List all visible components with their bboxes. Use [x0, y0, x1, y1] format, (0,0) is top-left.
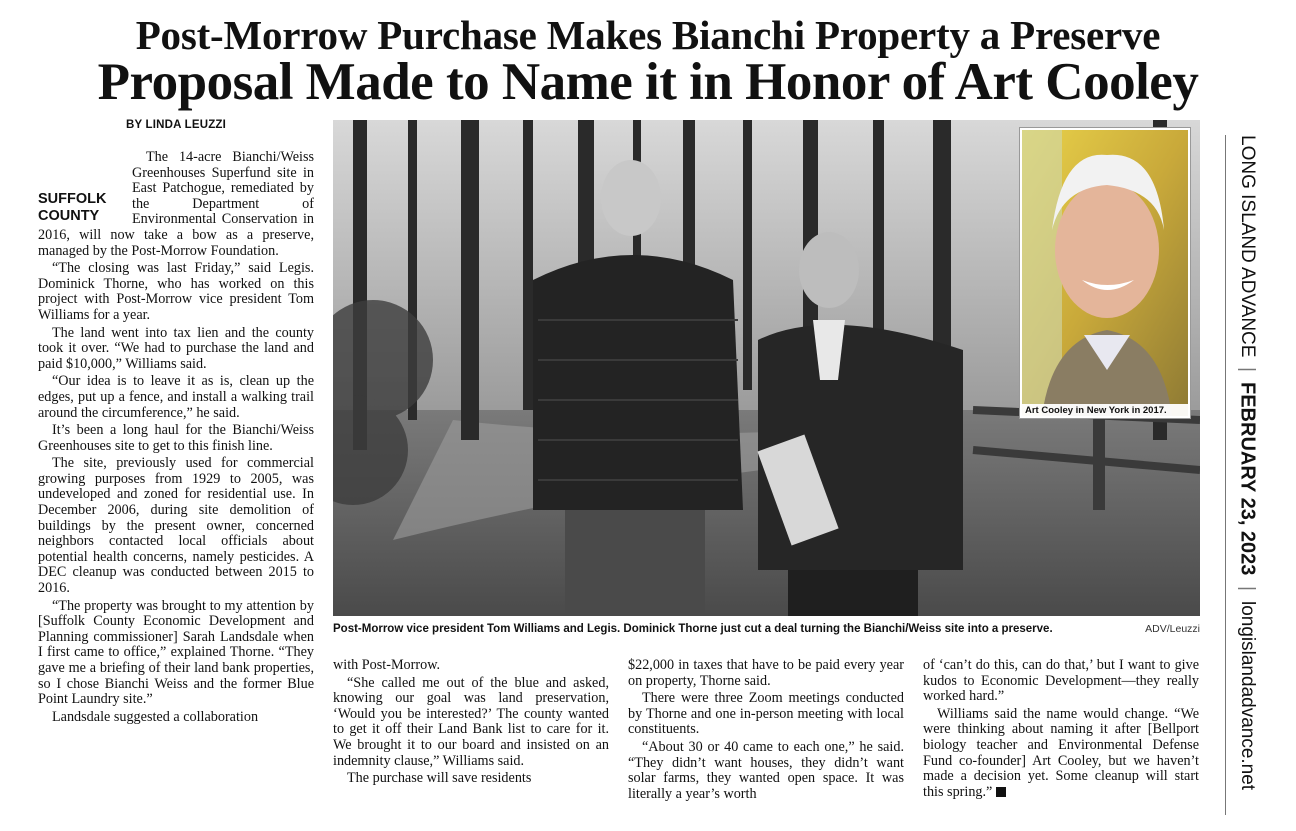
- article-paragraph: The purchase will save residents: [347, 770, 532, 787]
- photo-caption-text: Post-Morrow vice president Tom Williams and Legis. Dominick Thorne just cut a deal turning the Bianchi/Weiss site into a preserve.: [333, 623, 1053, 635]
- article-column-3: [628, 658, 904, 804]
- sidebar-separator: |: [1237, 367, 1258, 373]
- article-paragraph: “The closing was last Friday,” said Legis. Dominick Thorne, who has worked on this project with Post-Morrow vice president Tom Williams for a year.: [38, 260, 314, 323]
- headline-primary: Post-Morrow Purchase Makes Bianchi Property a Preserve: [135, 12, 1161, 58]
- article-paragraph: It’s been a long haul for the Bianchi/Weiss Greenhouses site to get to this finish line.: [38, 422, 314, 454]
- sidebar-separator: |: [1237, 585, 1258, 591]
- article-paragraph: The site, previously used for commercial growing purposes from 1929 to 2005, was undeveloped and zoned for residential use. In December 2006, during site demolition of buildings by the present owner, concerned neighbors contacted local officials about potential health concerns, namely pesticides. A DEC cleanup was conducted between 2015 to 2016.: [38, 455, 314, 597]
- byline: BY LINDA LEUZZI: [125, 119, 227, 131]
- article-paragraph: The land went into tax lien and the county took it over. “We had to purchase the land and paid $10,000,” Williams said.: [38, 324, 314, 372]
- article-paragraph: with Post-Morrow.: [333, 657, 441, 673]
- article-paragraph: “The property was brought to my attention by [Suffolk County Economic Development and Planning commissioner] Sarah Landsdale when I first came to office,” explained Thorne. “They gave me a briefing of their land bank properties, so I chose Bianchi Weiss and the former Blue Point Laundry site.”: [38, 597, 314, 708]
- issue-date: FEBRUARY 23, 2023: [1236, 382, 1259, 576]
- dateline: SUFFOLK COUNTY: [38, 191, 107, 224]
- article-paragraph: $22,000 in taxes that have to be paid every year on property, Thorne said.: [628, 657, 904, 689]
- website-url: longislandadvance.net: [1237, 600, 1258, 790]
- headline-secondary: Proposal Made to Name it in Honor of Art Cooley: [97, 53, 1199, 111]
- article-paragraph: SUFFOLK COUNTY The 14-acre Bianchi/Weiss Greenhouses Superfund site in East Patchogue, remediated by the Department of Environmental Conservation in 2016, will now take a bow as a preserve, managed by the Post-Morrow Foundation.: [38, 149, 314, 259]
- article-paragraph: “About 30 or 40 came to each one,” he said. “They didn’t want houses, they didn’t want solar farms, they wanted open space. It was literally a year’s worth: [628, 738, 904, 802]
- article-column-4: [923, 658, 1199, 802]
- article-column-2: [333, 658, 609, 789]
- article-paragraph: “She called me out of the blue and asked, knowing our goal was land preservation, ‘Would you be interested?’ The county wanted to get it off their Land Bank list to care for it. We brought it to our board and insisted on an indemnity clause,” Williams said.: [333, 674, 609, 769]
- article-paragraph: Williams said the name would change. “We were thinking about naming it after [Bellport biology teacher and Environmental Defense Fund co-founder] Art Cooley, but we haven’t made a decision yet. Some cleanup will start this spring.”: [923, 705, 1199, 800]
- page-sidebar: [1228, 135, 1266, 815]
- article-column-1: [38, 150, 314, 727]
- inset-photo-caption: Art Cooley in New York in 2017.: [1022, 404, 1188, 417]
- inset-photo-image: [1022, 130, 1188, 416]
- sidebar-divider: [1225, 135, 1226, 815]
- photo-caption: [333, 622, 1200, 636]
- article-paragraph: “Our idea is to leave it as is, clean up the edges, put up a fence, and install a walking trail around the circumference,” he said.: [38, 373, 314, 421]
- article-paragraph: of ‘can’t do this, can do that,’ but I want to give kudos to Economic Development—they really worked hard.”: [923, 657, 1199, 705]
- article-paragraph: Landsdale suggested a collaboration: [52, 708, 259, 725]
- photo-credit: ADV/Leuzzi: [1145, 623, 1200, 635]
- end-mark-icon: [996, 787, 1006, 797]
- publication-name: LONG ISLAND ADVANCE: [1237, 135, 1258, 358]
- inset-photo: [1020, 128, 1190, 418]
- article-paragraph: There were three Zoom meetings conducted by Thorne and one in-person meeting with local constituents.: [628, 690, 904, 738]
